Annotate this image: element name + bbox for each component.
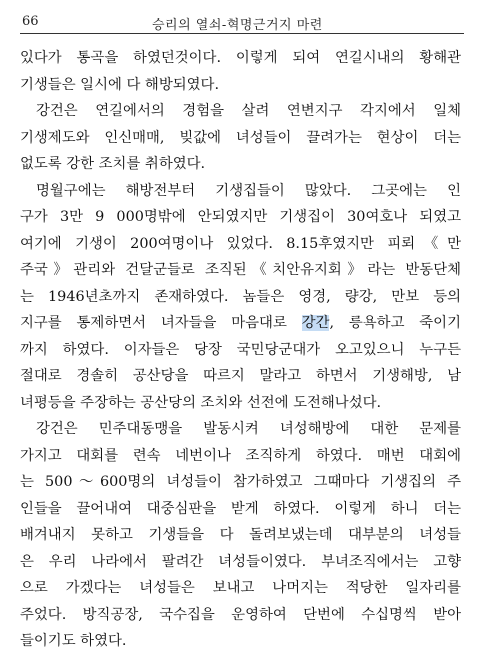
text-line: 은 우리 나라에서 팔려간 녀성들이였다. 부녀조직에서는 고향 [20,553,461,570]
text-line: 여기에 기생이 200여명이나 있었다. 8.15후였지만 피뢰《만 [20,235,461,252]
text-line: 배겨내지 못하고 기생들을 다 돌려보냈는데 대부분의 녀성들 [20,527,461,543]
selected-text-highlight[interactable]: 강간 [301,315,330,331]
header-rule [20,33,464,34]
paragraph [20,98,461,178]
text-line: 주국》관리와 건달군들로 조직된《치안유지회》라는 반동단체 [20,262,461,278]
paragraph [20,416,461,655]
text-line: 기생들은 일시에 다 해방되였다. [20,76,220,93]
text-line: 들이기도 하였다. [20,633,127,649]
text-line: 명월구에는 해방전부터 기생집들이 많았다. 그곳에는 인 [36,182,461,199]
text-line: 가지고 대회를 련속 네번이나 조직하게 하였다. 매번 대회에 [20,447,461,464]
text-line: 강건은 민주대동맹을 발동시켜 녀성해방에 대한 문제를 [36,421,461,437]
text-line: 으로 가겠다는 녀성들은 보내고 나머지는 적당한 일자리를 [20,580,461,596]
text-line: 있다가 통곡을 하였던것이다. 이렇게 되여 연길시내의 황해관 [20,50,461,66]
body-text [20,45,461,655]
text-line: 지구를 통제하면서 녀자들을 마음대로 강간, 릉욕하고 죽이기 [20,315,461,331]
text-line: 강건은 연길에서의 경험을 살려 연변지구 각지에서 일체 [36,103,461,119]
text-line: 인들을 끌어내여 대중심판을 받게 하였다. 이렇게 하니 더는 [20,500,461,517]
text-line: 주었다. 방직공장, 국수집을 운영하여 단번에 수십명씩 받아 [20,606,461,623]
text-line: 는 500～600명의 녀성들이 참가하였고 그때마다 기생집의 주 [20,474,461,490]
page-number: 66 [22,14,39,29]
paragraph [20,45,461,98]
text-line: 없도록 강한 조치를 취하였다. [20,156,206,172]
running-title: 승리의 열쇠-혁명근거지 마련 [152,18,323,33]
page-header [22,14,462,34]
text-line: 절대로 경솔히 공산당을 따르지 말라고 하면서 기생해방, 남 [20,368,461,384]
text-line: 구가 3만 9 000명밖에 안되였지만 기생집이 30여호나 되였고 [20,209,461,225]
text-line: 기생제도와 인신매매, 빚값에 녀성들이 끌려가는 현상이 더는 [20,129,461,146]
text-line: 까지 하였다. 이자들은 당장 국민당군대가 오고있으니 누구든 [20,341,461,358]
text-line: 녀평등을 주장하는 공산당의 조치와 선전에 도전해나섰다. [20,394,382,411]
text-line: 는 1946년초까지 존재하였다. 놈들은 영경, 량강, 만보 등의 [20,288,461,305]
paragraph [20,178,461,417]
